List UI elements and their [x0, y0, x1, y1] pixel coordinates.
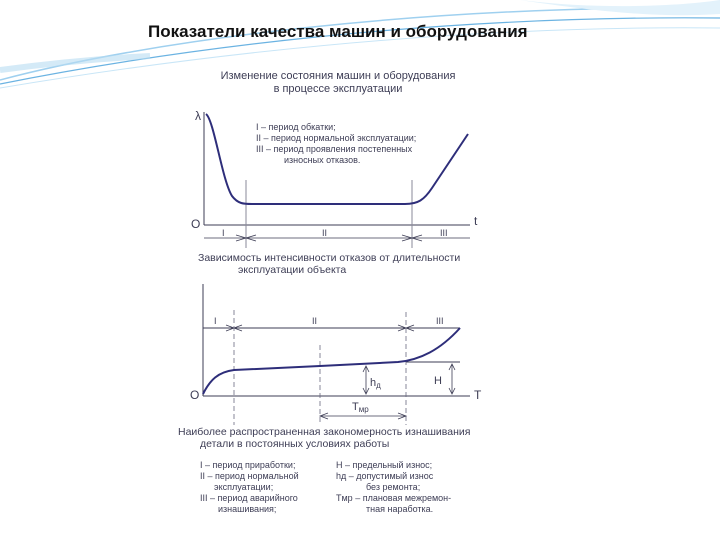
- legend-item: hд – допустимый износ: [336, 471, 434, 481]
- diagram2-caption-line1: Наиболее распространенная закономерность изнашивания: [178, 426, 471, 438]
- diagram1-period-i: I: [222, 228, 225, 238]
- diagram2-legend-left: [200, 460, 299, 515]
- diagram2-period-ii: II: [312, 316, 318, 326]
- legend-item: H – предельный износ;: [336, 460, 433, 470]
- legend-item: I – период приработки;: [200, 460, 296, 470]
- diagram1-note-line1: Зависимость интенсивности отказов от длительности: [198, 252, 461, 264]
- diagram1-caption-line2: в процессе эксплуатации: [273, 83, 403, 95]
- legend-item: II – период нормальной эксплуатации;: [256, 133, 417, 143]
- diagram1-origin-label: O: [191, 217, 201, 231]
- legend-item: тная наработка.: [366, 504, 434, 514]
- diagram2-caption-line2: детали в постоянных условиях работы: [200, 438, 390, 450]
- diagram1-period-ii: II: [322, 228, 328, 238]
- legend-item: III – период аварийного: [200, 493, 298, 503]
- diagram1-y-label: λ: [195, 109, 201, 123]
- slide-title: Показатели качества машин и оборудования: [148, 22, 528, 41]
- diagram1-caption-line1: Изменение состояния машин и оборудования: [220, 70, 456, 82]
- legend-item: I – период обкатки;: [256, 122, 336, 132]
- legend-item: без ремонта;: [366, 482, 421, 492]
- h-limit-label: H: [434, 375, 442, 387]
- diagram1-x-label: t: [474, 214, 478, 228]
- legend-item: Tмр – плановая межремон-: [336, 493, 452, 503]
- legend-item: III – период проявления постепенных: [256, 144, 413, 154]
- h-allowable-label: hд: [370, 377, 381, 390]
- diagram2-period-i: I: [214, 316, 217, 326]
- legend-item: изнашивания;: [218, 504, 277, 514]
- diagram2-x-label: T: [474, 388, 482, 402]
- legend-item: эксплуатации;: [214, 482, 274, 492]
- t-mr-label: Tмр: [352, 401, 369, 414]
- diagram2-origin-label: O: [190, 388, 200, 402]
- legend-item: износных отказов.: [284, 155, 361, 165]
- diagram2-legend-right: [336, 460, 451, 515]
- legend-item: II – период нормальной: [200, 471, 299, 481]
- diagram1-note-line2: эксплуатации объекта: [238, 264, 347, 276]
- diagram2-caption: [178, 426, 470, 450]
- diagram2-period-iii: III: [436, 316, 444, 326]
- diagram1-period-iii: III: [440, 228, 448, 238]
